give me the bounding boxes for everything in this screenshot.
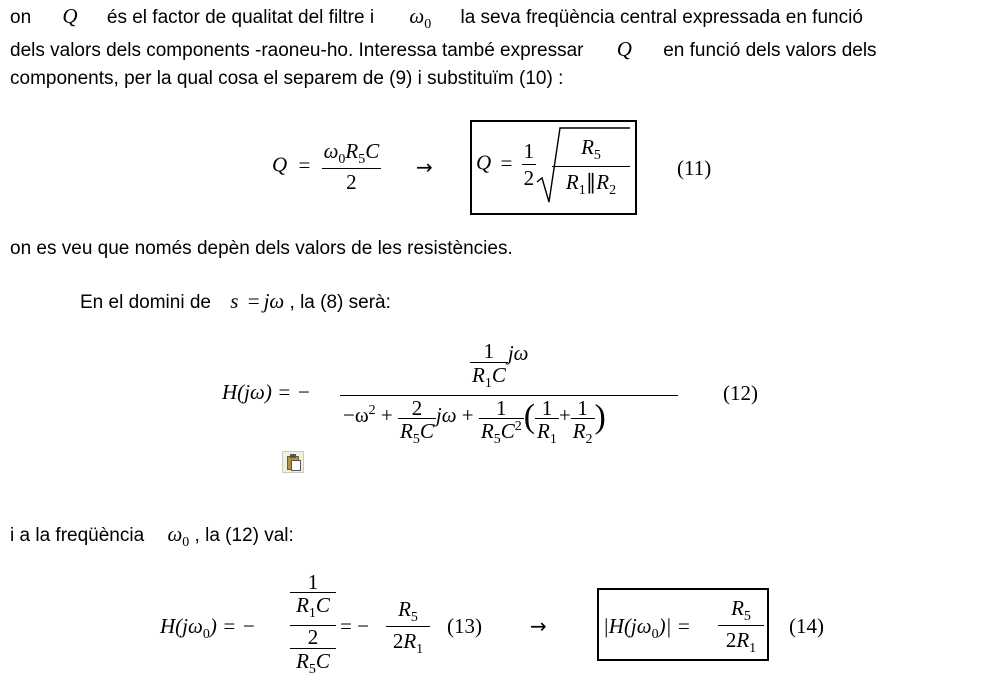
denominator: 2 [523,166,535,190]
sub: 1 [416,642,424,657]
eq12-denominator [343,398,606,447]
denominator [552,166,630,201]
numerator [552,132,630,166]
numerator: 1 [483,339,495,363]
sub: 5 [493,432,501,447]
fraction [398,398,436,447]
eq11-numerator [322,138,382,168]
plus: + [380,403,393,428]
fraction [470,340,508,391]
sub: 5 [593,148,601,163]
eq13-lhs [160,614,256,642]
paragraph-3 [80,290,391,314]
arrow-icon: → [416,155,433,179]
capacitor: C [365,139,380,163]
denominator [290,648,336,677]
resistor: R [403,629,417,653]
paren: ) [594,398,606,436]
text: )| = [658,614,691,638]
text: H(jω [160,614,203,638]
numerator: 1 [577,396,588,420]
resistor: R [537,419,550,443]
eq11-fraction [322,138,382,195]
resistor: R [736,628,750,652]
paragraph-line-1 [10,5,863,31]
omega: ω [323,139,339,163]
numerator: 1 [541,396,553,420]
equation-number-12: (12) [723,381,758,405]
sub: 0 [651,627,659,642]
omega-subscript: 0 [424,17,432,32]
equation-11-right [476,138,536,191]
sub: 1 [578,183,586,198]
text: ) = − [209,614,256,638]
math-j: j [263,289,270,313]
sub: 2 [609,183,617,198]
eq13-result-fraction [386,596,430,659]
eq12-lhs: H(jω) = − [222,380,311,404]
sup: 2 [368,403,376,419]
sub: 0 [202,627,210,642]
eq13-equals-minus: = − [340,614,369,638]
numerator [386,596,430,626]
denominator [718,625,764,658]
numerator: 1 [523,139,535,163]
sub: 5 [743,609,751,624]
fraction [535,398,559,447]
sub: 0 [338,152,346,167]
text: la seva freqüència central expressada en funció [460,7,863,28]
math-omega [409,4,432,32]
sub: 1 [749,641,757,656]
sub: 5 [358,152,366,167]
sub: 1 [484,376,492,391]
math-q: Q [62,4,78,28]
math-s: s [230,289,239,313]
resistor: R [581,135,594,159]
text: en funció dels valors dels [663,40,877,61]
text: , la (12) val: [194,525,294,546]
sub: 5 [410,610,418,625]
capacitor: C [500,419,515,443]
resistor: R [572,419,586,443]
j-omega: jω [507,341,529,366]
text: dels valors dels components -raoneu-ho. Interessa també expressar [10,40,584,61]
eq11-sqrt-fraction [552,132,630,201]
arrow-icon: → [530,614,547,638]
text: és el factor de qualitat del filtre i [106,7,375,28]
text: −ω [343,403,369,428]
j-omega: jω [435,403,457,428]
text: i a la freqüència [10,525,145,546]
denominator [398,418,436,447]
fraction [479,398,524,447]
two: 2 [725,628,737,652]
plus: + [558,403,571,428]
denominator [535,418,559,447]
paragraph-line-3: components, per la qual cosa el separem de (9) i substituïm (10) : [10,68,564,89]
denominator [479,418,524,447]
paragraph-line-2 [10,38,877,62]
math-equals: = [247,289,260,313]
math-omega: ω [269,289,285,313]
eq11-q: Q [272,152,288,177]
resistor: R [398,597,411,621]
eq14-fraction [718,595,764,658]
numerator: 2 [411,396,423,420]
sub: 5 [412,432,420,447]
sub: 1 [549,432,557,447]
text: |H(jω [603,614,652,638]
sup: 2 [514,419,522,434]
numerator: 2 [290,625,336,648]
resistor: R [296,649,309,673]
resistor: R [345,139,359,163]
numerator: 1 [496,396,507,420]
clipboard-paper [291,460,301,471]
resistor: R [480,419,494,443]
equation-number-13: (13) [447,614,482,638]
sub: 2 [585,432,593,447]
math-omega [167,522,190,550]
eq14-lhs [603,614,691,642]
eq12-fraction-bar [340,395,678,396]
resistor: R [472,363,485,387]
eq11-q: Q [476,150,492,175]
paragraph-4 [10,523,294,549]
resistor: R [565,170,579,194]
text: , la (8) serà: [289,292,391,313]
capacitor: C [419,419,434,443]
paren: ( [523,398,536,436]
denominator [386,626,430,659]
numerator: 1 [307,570,319,594]
text: En el domini de [80,292,211,313]
clipboard-clamp [290,454,296,458]
eq12-numerator [470,340,529,391]
eq11-equals: = [298,152,311,177]
capacitor: C [315,593,330,617]
parallel-symbol: ∥ [585,170,597,194]
text: on [10,7,32,28]
denominator [571,418,595,447]
minus-omega [343,403,376,427]
fraction [571,398,595,447]
resistor: R [296,593,309,617]
eq13-compound-fraction [290,572,336,677]
omega: ω [167,522,183,546]
resistor: R [400,419,413,443]
omega-symbol: ω [409,4,425,28]
denominator [470,362,508,391]
eq11-equals: = [500,150,513,175]
sub: 5 [308,662,316,677]
resistor: R [596,170,610,194]
plus: + [461,403,474,428]
capacitor: C [491,363,506,387]
sub: 1 [308,606,316,621]
equation-number-11: (11) [677,156,712,180]
math-q: Q [616,37,632,61]
equation-number-14: (14) [789,614,824,638]
clipboard-icon[interactable] [282,451,304,473]
equation-11-left [272,138,381,195]
numerator [718,595,764,625]
eq11-half [522,138,537,191]
denominator [290,592,336,621]
sub: 0 [182,535,190,550]
two: 2 [392,629,404,653]
eq11-denominator: 2 [322,168,382,195]
resistor: R [731,596,744,620]
capacitor: C [315,649,330,673]
paragraph-2: on es veu que només depèn dels valors de les resistències. [10,238,513,259]
